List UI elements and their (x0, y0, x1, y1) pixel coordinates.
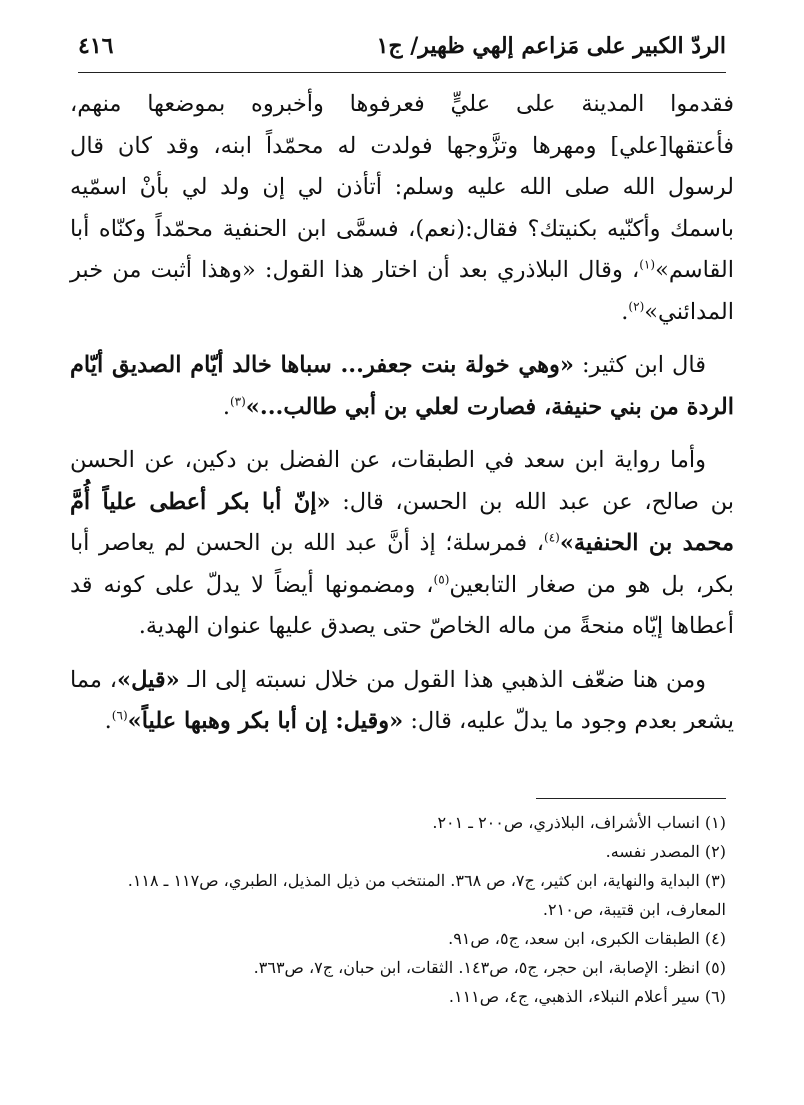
paragraph-text: ومن هنا ضعّف الذهبي هذا القول من خلال نسبته إلى الـ (179, 666, 706, 693)
footnote-text: انظر: الإصابة، ابن حجر، ج٥، ص١٤٣. الثقات، ابن حبان، ج٧، ص٣٦٣. (253, 958, 700, 977)
footnote-reference: (٥) (433, 572, 450, 586)
paragraph-text: . (104, 708, 112, 734)
running-title: الردّ الكبير على مَزاعم إلهي ظهير/ ج١ (376, 33, 726, 59)
quoted-text: «وقيل: إن أبا بكر وهبها علياً» (127, 708, 404, 734)
footnote-reference: (١) (639, 257, 656, 272)
paragraph-text: ، فمرسلة؛ إذ أنَّ عبد الله بن الحسن لم يعاصر أبا بكر، بل هو من صغار التابعين (70, 530, 734, 598)
paragraph-text: ، وقال البلاذري بعد أن اختار هذا القول: «وهذا أثبت من خبر المدائني» (70, 257, 734, 325)
footnote-number: (٦) (704, 987, 726, 1006)
paragraph-3 (70, 440, 734, 648)
page-header (78, 28, 726, 64)
footnote-text: البداية والنهاية، ابن كثير، ج٧، ص ٣٦٨. المنتخب من ذيل المذيل، الطبري، ص١١٧ ـ ١١٨. (127, 871, 700, 890)
footnote-text: سير أعلام النبلاء، الذهبي، ج٤، ص١١١. (448, 987, 700, 1006)
footnote-text: انساب الأشراف، البلاذري، ص٢٠٠ ـ ٢٠١. (432, 813, 700, 832)
paragraph-2 (70, 345, 734, 428)
footnote-number: (٥) (704, 958, 726, 977)
paragraph-text: وأما رواية ابن سعد في الطبقات، عن الفضل بن دكين، عن الحسن بن صالح، عن عبد الله بن الحسن، قال: (70, 447, 734, 515)
footnote-6 (70, 982, 726, 1011)
footnote-reference: (٦) (111, 708, 128, 723)
footnote-number: (٤) (704, 929, 726, 948)
footnote-reference: (٤) (544, 530, 560, 545)
footnote-number: (٣) (704, 871, 726, 890)
paragraph-text: . (222, 393, 230, 420)
footnote-reference: (٢) (628, 299, 645, 313)
header-divider (78, 72, 726, 73)
paragraph-text: ، ومضمونها أيضاً لا يدلّ على كونه قد أعطاها إيّاه منحةً من ماله الخاصّ حتى يصدق عليها عنوان الهدية. (70, 571, 734, 639)
footnote-3-continuation: المعارف، ابن قتيبة، ص٢١٠. (542, 900, 726, 919)
footnote-text: الطبقات الكبرى، ابن سعد، ج٥، ص٩١. (448, 929, 700, 948)
paragraph-text: قال ابن كثير: (573, 352, 706, 378)
quoted-text: «قيل» (117, 666, 180, 693)
footnotes-section (70, 808, 726, 1011)
paragraph-1 (70, 84, 734, 333)
paragraph-text: . (621, 298, 629, 325)
footnote-2 (70, 837, 726, 866)
footnote-1 (70, 808, 726, 837)
paragraph-4 (70, 660, 734, 743)
main-text (70, 84, 734, 755)
footnote-divider (536, 798, 726, 799)
paragraph-text: ، مما يشعر بعدم وجود ما يدلّ عليه، قال: (70, 666, 734, 734)
quoted-text: «إنّ أبا بكر أعطى علياً أُمَّ محمد بن الحنفية» (70, 488, 734, 556)
footnote-4 (70, 924, 726, 953)
footnote-number: (١) (704, 813, 726, 832)
page-number: ٤١٦ (78, 33, 114, 59)
footnote-reference: (٣) (229, 394, 246, 408)
quoted-text: «وهي خولة بنت جعفر... سباها خالد أيّام الصديق أيّام الردة من بني حنيفة، فصارت لعلي بن أبي طالب...» (70, 352, 734, 420)
paragraph-text: فقدموا المدينة على عليٍّ فعرفوها وأخبروه بموضعها منهم، فأعتقها[علي] ومهرها وتزَّوجها فولدت له محمّداً ابنه، وقد كان قال لرسول الله صلى الله عليه وسلم: أتأذن لي إن ولد لي بأنْ اسمّيه باسمك وأكنّيه بكنيتك؟ فقال:(نعم)، فسمَّى ابن الحنفية محمّداً وكنّاه أبا القاسم» (70, 91, 734, 283)
footnote-3 (70, 866, 726, 895)
footnote-number: (٢) (704, 842, 726, 861)
footnote-text: المصدر نفسه. (605, 842, 700, 861)
footnote-5 (70, 953, 726, 982)
